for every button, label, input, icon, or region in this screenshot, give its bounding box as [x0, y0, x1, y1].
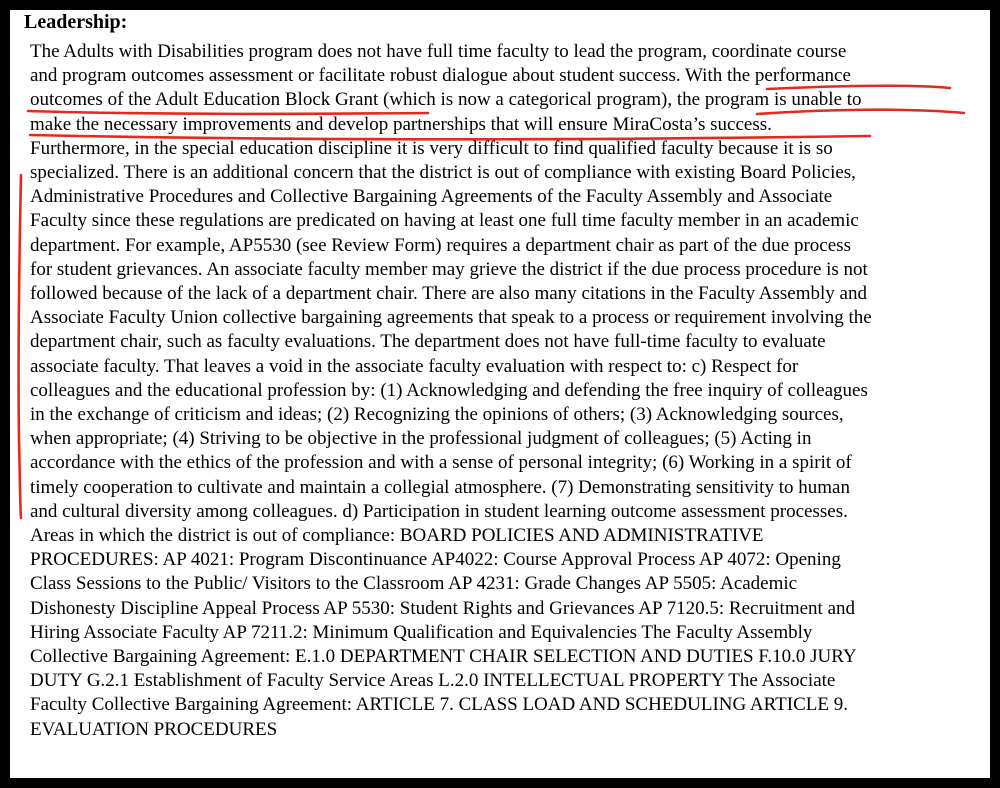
text-line: associate faculty. That leaves a void in the associate faculty evaluation with respect to: c) Respect for	[30, 355, 799, 377]
text-line: and program outcomes assessment or facilitate robust dialogue about student success. With the performance	[30, 65, 851, 87]
text-line: make the necessary improvements and develop partnerships that will ensure MiraCosta’s success.	[30, 113, 772, 135]
text-line: Areas in which the district is out of compliance: BOARD POLICIES AND ADMINISTRATIVE	[30, 525, 764, 547]
text-line: Hiring Associate Faculty AP 7211.2: Minimum Qualification and Equivalencies The Faculty Assembly	[30, 621, 813, 643]
text-line: DUTY G.2.1 Establishment of Faculty Service Areas L.2.0 INTELLECTUAL PROPERTY The Associate	[30, 670, 836, 692]
text-line: for student grievances. An associate faculty member may grieve the district if the due process procedure is not	[30, 258, 868, 280]
text-line: Faculty Collective Bargaining Agreement: ARTICLE 7. CLASS LOAD AND SCHEDULING ARTICLE 9.	[30, 694, 848, 716]
text-line: outcomes of the Adult Education Block Grant (which is now a categorical program), the program is unable to	[30, 89, 862, 111]
text-line: Dishonesty Discipline Appeal Process AP 5530: Student Rights and Grievances AP 7120.5: Recruitment and	[30, 597, 856, 619]
text-line: accordance with the ethics of the profession and with a sense of personal integrity; (6) Working in a spirit of	[30, 452, 852, 474]
text-line: timely cooperation to cultivate and maintain a collegial atmosphere. (7) Demonstrating sensitivity to human	[30, 476, 850, 498]
text-line: and cultural diversity among colleagues. d) Participation in student learning outcome assessment processes.	[30, 500, 848, 522]
text-line: EVALUATION PROCEDURES	[30, 718, 278, 740]
red-margin-line	[19, 175, 21, 518]
text-line: department chair, such as faculty evaluations. The department does not have full-time faculty to evaluate	[30, 331, 826, 353]
text-line: followed because of the lack of a department chair. There are also many citations in the Faculty Assembly and	[30, 283, 867, 305]
text-line: Class Sessions to the Public/ Visitors to the Classroom AP 4231: Grade Changes AP 5505: Academic	[30, 573, 798, 595]
section-heading: Leadership:	[24, 11, 128, 33]
text-line: Associate Faculty Union collective bargaining agreements that speak to a process or requirement involving the	[30, 307, 872, 329]
text-line: in the exchange of criticism and ideas; (2) Recognizing the opinions of others; (3) Acknowledging sources,	[30, 404, 844, 426]
text-line: Administrative Procedures and Collective Bargaining Agreements of the Faculty Assembly and Associate	[30, 186, 833, 208]
text-line: Collective Bargaining Agreement: E.1.0 DEPARTMENT CHAIR SELECTION AND DUTIES F.10.0 JURY	[30, 646, 857, 668]
text-line: PROCEDURES: AP 4021: Program Discontinuance AP4022: Course Approval Process AP 4072: Opening	[30, 549, 841, 571]
body-paragraph	[30, 40, 975, 742]
text-line: Furthermore, in the special education discipline it is very difficult to find qualified faculty because it is so	[30, 137, 833, 159]
text-line: department. For example, AP5530 (see Review Form) requires a department chair as part of the due process	[30, 234, 851, 256]
text-line: when appropriate; (4) Striving to be objective in the professional judgment of colleagues; (5) Acting in	[30, 428, 812, 450]
document-page	[10, 10, 990, 778]
text-line: The Adults with Disabilities program does not have full time faculty to lead the program, coordinate course	[30, 41, 847, 62]
text-line: specialized. There is an additional concern that the district is out of compliance with existing Board Policies,	[30, 162, 856, 184]
text-line: colleagues and the educational profession by: (1) Acknowledging and defending the free inquiry of colleagues	[30, 379, 868, 401]
text-line: Faculty since these regulations are predicated on having at least one full time faculty member in an academic	[30, 210, 859, 232]
